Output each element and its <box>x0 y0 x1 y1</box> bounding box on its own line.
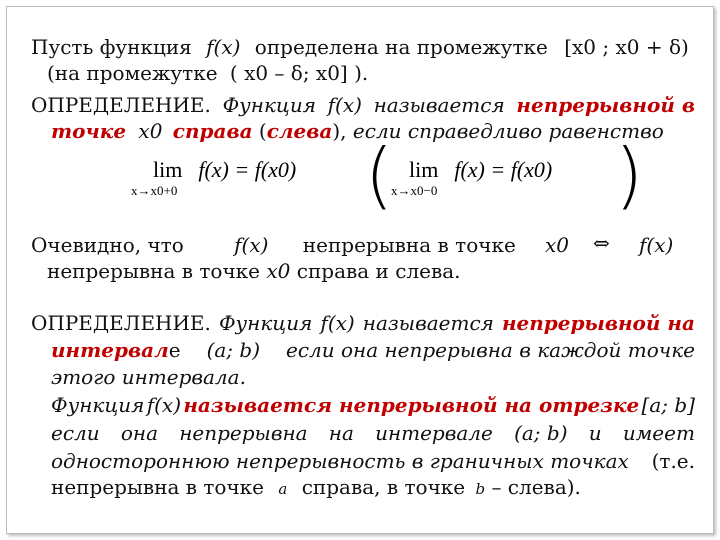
point-b: b <box>475 480 486 498</box>
f-of-x: f(x) <box>234 233 269 257</box>
obvious-line2-text: непрерывна в точке <box>47 259 261 283</box>
lim-subscript: x→x0+0 <box>131 183 178 198</box>
definition-2-line-2 <box>51 338 695 362</box>
definition-text-c: если справедливо равенство <box>352 119 664 143</box>
intro-line-1 <box>31 35 689 59</box>
word-on: на <box>328 421 354 445</box>
intro-line2-text: (на промежутке <box>47 61 218 85</box>
f-of-x: f(x) <box>146 393 182 417</box>
definition-text-h3: – слева). <box>491 475 581 499</box>
word-if: если <box>51 421 100 445</box>
definition-2-line-6 <box>51 449 695 473</box>
definition-text-g: одностороннюю непрерывность в граничных точках <box>51 449 629 473</box>
highlight-continuous-at: непрерывной в <box>516 93 695 117</box>
interval: (a; b) <box>206 338 260 362</box>
lim-symbol: lim <box>153 157 183 182</box>
f-of-x: f(x) <box>639 233 674 257</box>
word-interval: интервале <box>375 421 493 445</box>
f-of-x: f(x) <box>206 35 241 59</box>
definition-text-h2: справа, в точке <box>301 475 466 499</box>
definition-text-b: называется <box>362 311 494 335</box>
definition-text-e: Функция <box>51 393 145 417</box>
definition-prefix: ОПРЕДЕЛЕНИЕ. <box>31 93 211 117</box>
word-and: и <box>588 421 602 445</box>
formula-right-limit <box>131 157 297 198</box>
definition-text-d: этого интервала. <box>51 365 246 389</box>
paren-close: ), <box>332 119 347 143</box>
definition-text-g-end: (т.е. <box>651 449 695 473</box>
definition-2-line-5 <box>51 421 695 445</box>
highlight-interval-end: е <box>168 338 181 362</box>
highlight-continuous-on: непрерывной на <box>501 311 695 335</box>
definition-text-a: Функция <box>222 93 316 117</box>
obvious-line2-end: справа и слева. <box>296 259 461 283</box>
formula-body: f(x) = f(x0) <box>198 157 297 182</box>
right-paren: ) <box>615 133 644 217</box>
definition-2-line-1 <box>31 311 695 335</box>
highlight-interval: интервал <box>51 338 169 362</box>
definition-text-b: называется <box>373 93 505 117</box>
segment: [a; b] <box>641 393 695 417</box>
x0: x0 <box>266 259 291 283</box>
x0: x0 <box>138 119 163 143</box>
interval: (a; b) <box>514 421 568 445</box>
definition-2-line-7 <box>51 475 581 501</box>
definition-text-c: если она непрерывна в каждой точке <box>285 338 695 362</box>
obvious-text-a: Очевидно, что <box>31 233 184 257</box>
highlight-point: точке <box>51 119 127 143</box>
highlight-left: слева <box>266 119 333 143</box>
highlight-right: справа <box>172 119 253 143</box>
definition-2-line-4 <box>51 393 695 417</box>
f-of-x: f(x) <box>327 93 362 117</box>
f-of-x: f(x) <box>320 311 355 335</box>
definition-text-a: Функция <box>218 311 313 335</box>
formula-body: f(x) = f(x0) <box>454 157 553 182</box>
intro-line-2 <box>47 61 368 85</box>
lim-symbol: lim <box>409 157 439 182</box>
lim-subscript: x→x0−0 <box>391 183 438 198</box>
definition-1-line-2 <box>51 119 664 143</box>
highlight-continuous-on-segment: называется непрерывной на отрезке <box>183 393 640 417</box>
word-it: она <box>120 421 158 445</box>
obvious-text-b: непрерывна в точке <box>302 233 516 257</box>
definition-1-line-1 <box>31 93 695 117</box>
left-paren: ( <box>365 133 394 217</box>
obvious-line-1 <box>31 233 516 257</box>
obvious-line-2 <box>47 259 461 283</box>
intro-text-a: Пусть функция <box>31 35 192 59</box>
word-has: имеет <box>622 421 695 445</box>
formula-left-limit <box>391 157 553 198</box>
point-a: a <box>278 480 288 498</box>
slide <box>6 6 714 534</box>
definition-text-h1: непрерывна в точке <box>51 475 265 499</box>
word-continuous: непрерывна <box>179 421 308 445</box>
definition-prefix: ОПРЕДЕЛЕНИЕ. <box>31 311 211 335</box>
interval-right: [x0 ; x0 + δ) <box>564 35 689 59</box>
x0: x0 <box>545 233 570 257</box>
interval-left: ( x0 – δ; x0] ). <box>229 61 369 85</box>
intro-text-b: определена на промежутке <box>254 35 548 59</box>
equivalence-symbol: ⇔ <box>593 231 610 255</box>
paren-open: ( <box>258 119 267 143</box>
